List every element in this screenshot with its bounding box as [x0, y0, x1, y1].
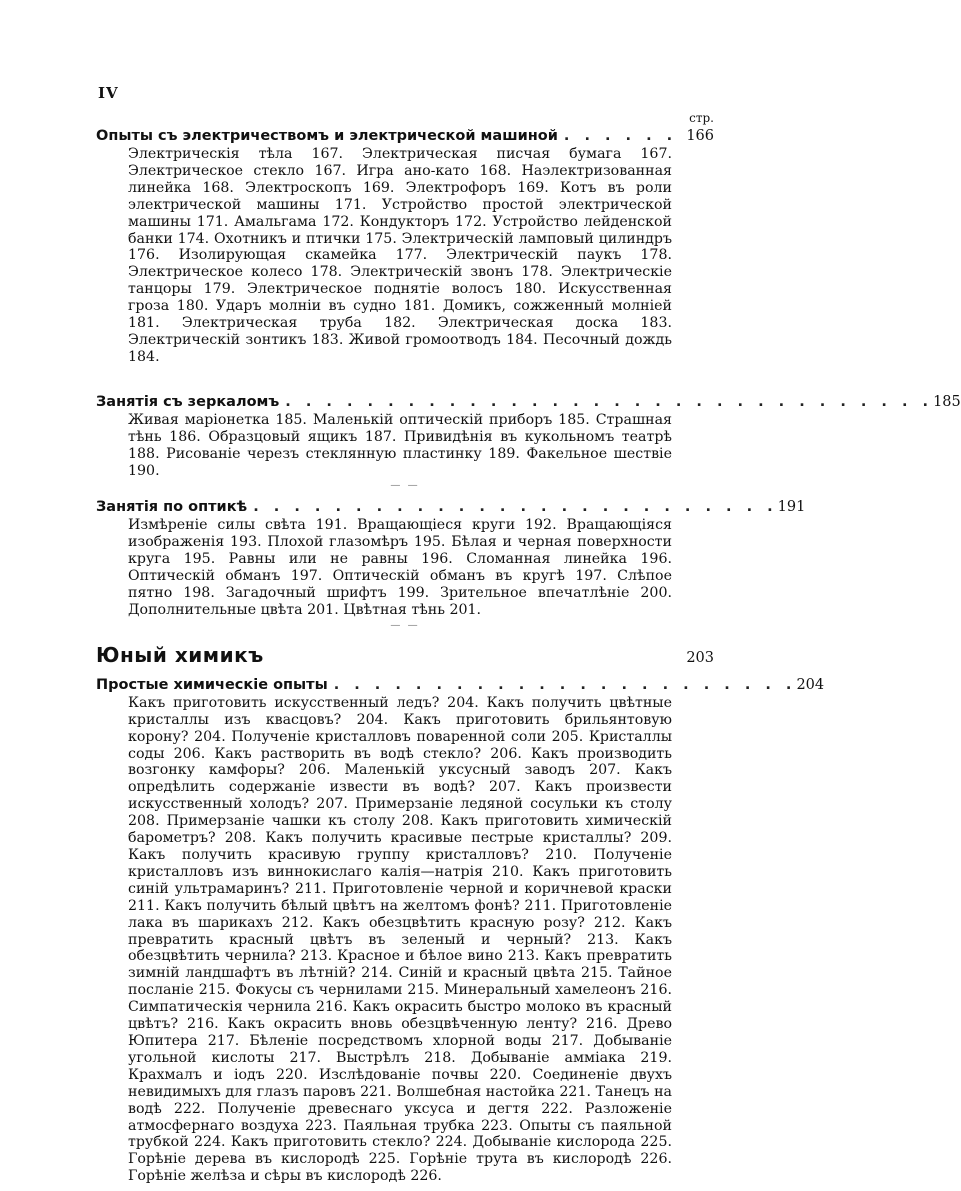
- toc-entry-optics: [96, 497, 806, 618]
- leader-dots: . . . . . . . . . . . . . . . . . . . . . . .: [333, 676, 797, 693]
- section-title: Занятія по оптикѣ: [96, 499, 248, 516]
- section-description: Живая маріонетка 185. Маленькій оптическій приборъ 185. Страшная тѣнь 186. Образцовый ящикъ 187. Привидѣнія въ кукольномъ театрѣ 188. Рисованіе черезъ стеклянную пластинку 189. Факельное шествіе 190.: [128, 411, 672, 479]
- section-description: Измѣреніе силы свѣта 191. Вращающіеся круги 192. Вращающіяся изображенія 193. Плохой глазомѣръ 195. Бѣлая и черная поверхности круга 195. Равны или не равны 196. Сломанная линейка 196. Оптическій обманъ 197. Оптическій обманъ въ кругѣ 197. Слѣпое пятно 198. Загадочный шрифтъ 199. Зрительное впечатлѣніе 200. Дополнительные цвѣта 201. Цвѣтная тѣнь 201.: [128, 517, 672, 618]
- section-heading-row: [96, 675, 825, 695]
- section-description: Какъ приготовить искусственный ледъ? 204. Какъ получить цвѣтные кристаллы изъ квасцовъ? 204. Какъ приготовить брильянтовую корону? 204. Полученіе кристалловъ поваренной соли 205. Кристаллы соды 206. Какъ растворить въ водѣ стекло? 206. Какъ производить возгонку камфоры? 206. Маленькій уксусный заводъ 207. Какъ опредѣлить содержаніе извести въ водѣ? 207. Какъ произвести искусственный холодъ? 207. Примерзаніе ледяной сосульки къ столу 208. Примерзаніе чашки къ столу 208. Какъ приготовить химическій барометръ? 208. Какъ получить красивые пестрые кристаллы? 209. Какъ получить красивую группу кристалловъ? 210. Полученіе кристалловъ изъ виннокислаго калія—натрія 210. Какъ приготовить синій ультрамаринъ? 211. Приготовленіе черной и коричневой краски 211. Какъ получить бѣлый цвѣтъ на желтомъ фонѣ? 211. Приготовленіе лака въ шарикахъ 212. Какъ обезцвѣтить красную розу? 212. Какъ превратить красный цвѣтъ въ зеленый и черный? 213. Какъ обезцвѣтить чернила? 213. Красное и бѣлое вино 213. Какъ превратить зимній ландшафтъ въ лѣтній? 214. Синій и красный цвѣта 215. Тайное посланіе 215. Фокусы съ чернилами 215. Минеральный хамелеонъ 216. Симпатическія чернила 216. Какъ окрасить быстро молоко въ красный цвѣтъ? 216. Какъ окрасить вновь обезцвѣченную ленту? 216. Древо Юпитера 217. Бѣленіе посредствомъ хлорной воды 217. Добываніе угольной кислоты 217. Выстрѣлъ 218. Добываніе амміака 219. Крахмалъ и іодъ 220. Изслѣдованіе почвы 220. Соединеніе двухъ невидимыхъ для глазъ паровъ 221. Волшебная настойка 221. Танецъ на водѣ 222. Полученіе древеснаго уксуса и дегтя 222. Разложеніе атмосфернаго воздуха 223. Паяльная трубка 223. Опыты съ паяльной трубкой 224. Какъ приготовить стекло? 224. Добываніе кислорода 225. Горѣніе дерева въ кислородѣ 225. Горѣніе трута въ кислородѣ 226. Горѣніе желѣза и сѣры въ кислородѣ 226.: [128, 694, 672, 1185]
- section-title: Опыты съ электричествомъ и электрической машиной: [96, 128, 558, 144]
- leader-dots: . . . . . .: [563, 128, 678, 144]
- toc-entry-chemistry: [96, 675, 825, 1185]
- leader-dots: . . . . . . . . . . . . . . . . . . . . . . . . . . . . . . . .: [285, 393, 934, 410]
- part-page-number: 203: [686, 649, 714, 666]
- part-heading-row: [96, 643, 714, 667]
- section-title: Занятія съ зеркаломъ: [96, 393, 280, 410]
- section-page-number: 166: [686, 128, 714, 144]
- page-number: IV: [98, 84, 119, 102]
- section-page-number: 191: [777, 499, 806, 516]
- table-of-contents: [96, 126, 961, 1185]
- section-page-number: 185: [933, 393, 961, 410]
- section-page-number: 204: [796, 676, 825, 693]
- section-heading-row: [96, 497, 806, 517]
- part-title: Юный химикъ: [96, 642, 264, 667]
- toc-entry-mirror: [96, 392, 961, 480]
- section-heading-row: [96, 126, 714, 146]
- separator-dash: — —: [390, 480, 420, 492]
- section-description: Электрическія тѣла 167. Электрическая писчая бумага 167. Электрическое стекло 167. Игра ано-като 168. Наэлектризованная линейка 168. Электроскопъ 169. Электрофоръ 169. Котъ въ роли электрической машины 171. Устройство простой электрической машины 171. Амальгама 172. Кондукторъ 172. Устройство лейденской банки 174. Охотникъ и птички 175. Электрическій ламповый цилиндръ 176. Изолирующая скамейка 177. Электрическій паукъ 178. Электрическое колесо 178. Электрическій звонъ 178. Электрическіе танцоры 179. Электрическое поднятіе волосъ 180. Искусственная гроза 180. Ударъ молніи въ судно 181. Домикъ, сожженный молніей 181. Электрическая труба 182. Электрическая доска 183. Электрическій зонтикъ 183. Живой громоотводъ 184. Песочный дождь 184.: [128, 146, 672, 365]
- leader-dots: . . . . . . . . . . . . . . . . . . . . . . . . . .: [253, 499, 778, 516]
- section-heading-row: [96, 392, 961, 412]
- toc-entry-electricity: [96, 126, 714, 366]
- page-column-label: стр.: [689, 111, 714, 125]
- section-title: Простые химическіе опыты: [96, 676, 328, 693]
- separator-dash: — —: [390, 619, 420, 631]
